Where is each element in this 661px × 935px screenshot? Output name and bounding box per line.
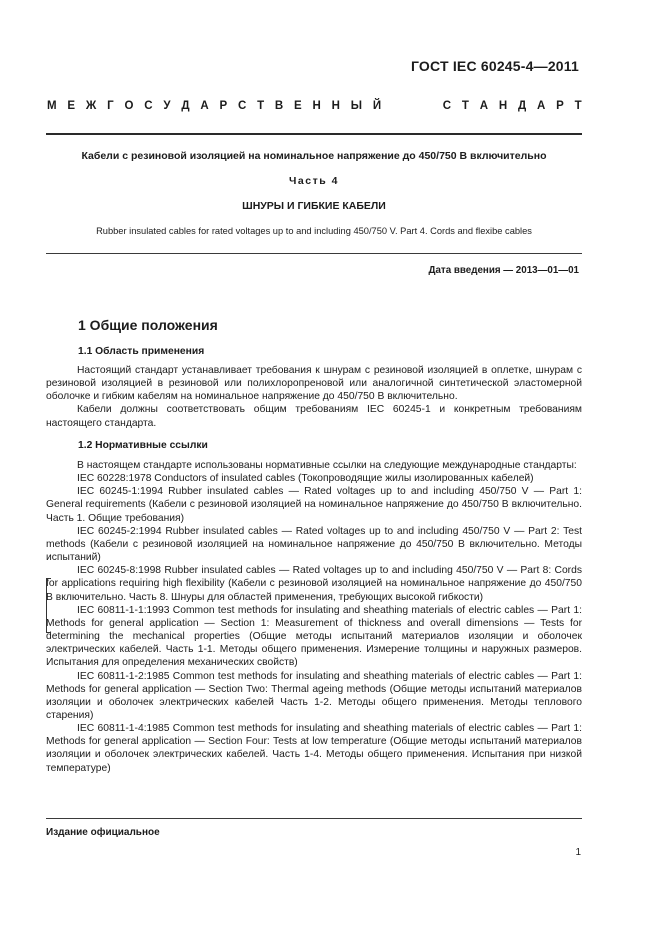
interstate-standard-banner [47,100,582,112]
reference-item: IEC 60811-1-4:1985 Common test methods for insulating and sheathing materials of electric cables — Part 1: Methods for general application — Section Four: Tests at low temperature (Общие методы испытаний материалов изоляции и оболочек электрических кабелей. Часть 1-4. Методы общего применения. Испытания при низкой температуре) [46,723,582,774]
banner-letter: Д [517,100,527,112]
document-title: Кабели с резиновой изоляцией на номинальное напряжение до 450/750 В включительно [81,150,547,162]
banner-letter: Д [181,100,190,112]
footer-rule [46,818,582,819]
banner-letter: С [442,100,452,112]
english-title: Rubber insulated cables for rated voltages up to and including 450/750 V. Part 4. Cords and flexibe cables [96,226,532,236]
banner-letter: Ы [350,100,363,112]
banner-letter: М [47,100,57,112]
section-heading: 1 Общие положения [78,317,218,333]
document-code: ГОСТ IEC 60245-4—2011 [410,58,579,74]
banner-letter: А [479,100,489,112]
banner-letter: Р [219,100,228,112]
reference-item: IEC 60245-2:1994 Rubber insulated cables — Rated voltages up to and including 450/750 V — Part 2: Test methods (Кабели с резиновой изоляцией на номинальное напряжение до 450/750 В включительно. Методы испытаний) [46,525,582,564]
reference-item: IEC 60245-1:1994 Rubber insulated cables — Rated voltages up to and including 450/750 V — Part 1: General requirements (Кабели с резиновой изоляцией на номинальное напряжение до 450/750 В включительно. Часть 1. Общие требования) [46,486,582,524]
title-rule [46,253,582,254]
banner-letter: С [144,100,153,112]
banner-letter: Г [107,100,114,112]
banner-letter: Н [498,100,508,112]
banner-letter: Т [461,100,469,112]
reference-item: IEC 60245-8:1998 Rubber insulated cables — Rated voltages up to and including 450/750 V — Part 8: Cords for applications requiring high flexibility (Кабели с резиновой изоляцией на номинальное напряжение до 450/750 В включительно. Часть 8. Шнуры для областей применения, требующих высокой гибкости) [46,565,582,603]
banner-letter: В [274,100,284,112]
reference-item: IEC 60228:1978 Conductors of insulated cables (Токопроводящие жилы изолированных кабелей) [77,473,534,485]
header-rule [46,133,582,135]
reference-item: IEC 60811-1-1:1993 Common test methods for insulating and sheathing materials of electric cables — Part 1: Methods for general application — Section 1: Measurement of thickness and overall dimensions — Tests for determining the mechanical properties (Общие методы испытаний материалов изоляции и оболочек электрических кабелей. Часть 1-1. Методы общего применения. Измерение толщины и наружных размеров. Испытания для определения механических свойств) [46,604,582,669]
banner-letter: А [536,100,546,112]
banner-letter: С [237,100,247,112]
banner-letter: Е [67,100,76,112]
banner-letter: У [163,100,171,112]
banner-letter: Т [257,100,265,112]
subsection-heading-references: 1.2 Нормативные ссылки [78,440,208,451]
introduction-date: Дата введения — 2013—01—01 [428,265,579,276]
official-edition-label: Издание официальное [46,827,160,838]
references-text [46,459,582,775]
banner-letter: Р [556,100,564,112]
banner-letter: Е [294,100,302,112]
paragraph: Кабели должны соответствовать общим требованиям IEC 60245-1 и конкретным требованиям настоящего стандарта. [46,404,582,429]
banner-letter: О [124,100,134,112]
part-title: ШНУРЫ И ГИБКИЕ КАБЕЛИ [242,200,386,212]
banner-letter: Т [574,100,582,112]
scope-text [46,364,582,430]
reference-item: IEC 60811-1-2:1985 Common test methods for insulating and sheathing materials of electric cables — Part 1: Methods for general application — Section Two: Thermal ageing methods (Общие методы испытаний материалов изоляции и оболочек электрических кабелей Часть 1-2. Методы общего применения. Методы теплового старения) [46,670,582,721]
paragraph: В настоящем стандарте использованы нормативные ссылки на следующие международные стандарты: [77,460,577,471]
change-bracket [46,578,51,633]
paragraph: Настоящий стандарт устанавливает требования к шнурам с резиновой изоляцией в оплетке, шнурам с резиновой изоляцией в резиновой или полихлоропреновой или аналогичной синтетической эластомерной оболочке и гибким кабелям на номинальное напряжение до 450/750 В включительно. [46,365,582,403]
banner-gap [392,100,432,112]
banner-letter: Н [331,100,340,112]
banner-letter: Й [372,100,382,112]
banner-letter: Н [312,100,321,112]
banner-letter: А [200,100,209,112]
part-label: Часть 4 [289,175,339,187]
banner-letter: Ж [85,100,97,112]
subsection-heading-scope: 1.1 Область применения [78,346,205,357]
page-number: 1 [575,847,581,858]
